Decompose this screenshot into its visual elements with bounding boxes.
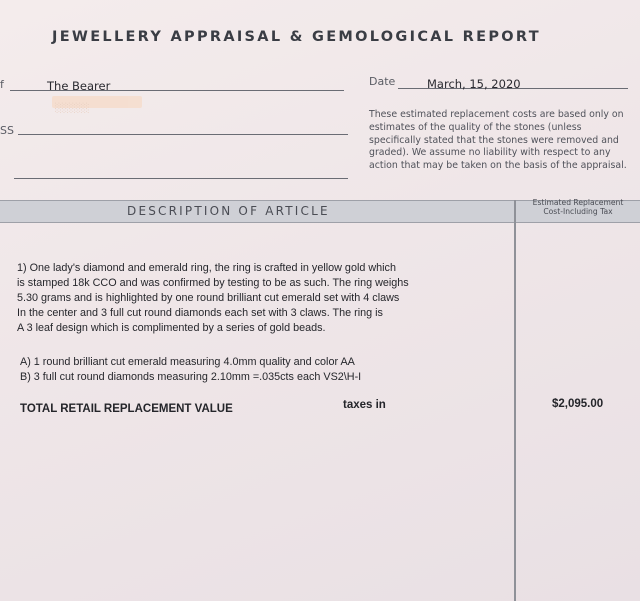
estimate-header-line1: Estimated Replacement: [532, 198, 624, 207]
article-description: [17, 261, 497, 336]
address-line-2: [14, 178, 348, 179]
smudge-mark: ░░░░░: [52, 96, 142, 108]
column-divider: [514, 200, 516, 601]
report-title: JEWELLERY APPRAISAL & GEMOLOGICAL REPORT: [52, 29, 541, 45]
date-value: March, 15, 2020: [427, 77, 521, 91]
of-label: f: [0, 78, 4, 91]
address-line: [18, 134, 348, 135]
of-value: The Bearer: [47, 79, 111, 93]
item-a: A) 1 round brilliant cut emerald measuring 4.0mm quality and color AA: [20, 356, 355, 368]
disclaimer-text: These estimated replacement costs are based only on estimates of the quality of the stones (unless specifically stated that the stones were removed and graded). We assume no liability with respect to any action that may be taken on the basis of the appraisal.: [369, 109, 627, 172]
item-b: B) 3 full cut round diamonds measuring 2.10mm =.035cts each VS2\H-I: [20, 371, 362, 383]
total-amount: $2,095.00: [552, 398, 604, 410]
description-line: 1) One lady's diamond and emerald ring, the ring is crafted in yellow gold which: [17, 262, 396, 274]
description-line: A 3 leaf design which is complimented by a series of gold beads.: [17, 322, 326, 334]
address-label: SS: [0, 124, 14, 137]
estimate-header: [518, 198, 638, 216]
estimate-header-line2: Cost-Including Tax: [543, 207, 613, 216]
date-label: Date: [369, 75, 396, 88]
description-line: In the center and 3 full cut round diamonds each set with 3 claws. The ring is: [17, 307, 383, 319]
description-line: 5.30 grams and is highlighted by one round brilliant cut emerald set with 4 claws: [17, 292, 400, 304]
stone-items: [20, 355, 500, 385]
description-line: is stamped 18k CCO and was confirmed by testing to be as such. The ring weighs: [17, 277, 409, 289]
taxes-note: taxes in: [343, 399, 386, 411]
total-label: TOTAL RETAIL REPLACEMENT VALUE: [20, 403, 233, 415]
description-header: DESCRIPTION OF ARTICLE: [127, 204, 330, 218]
